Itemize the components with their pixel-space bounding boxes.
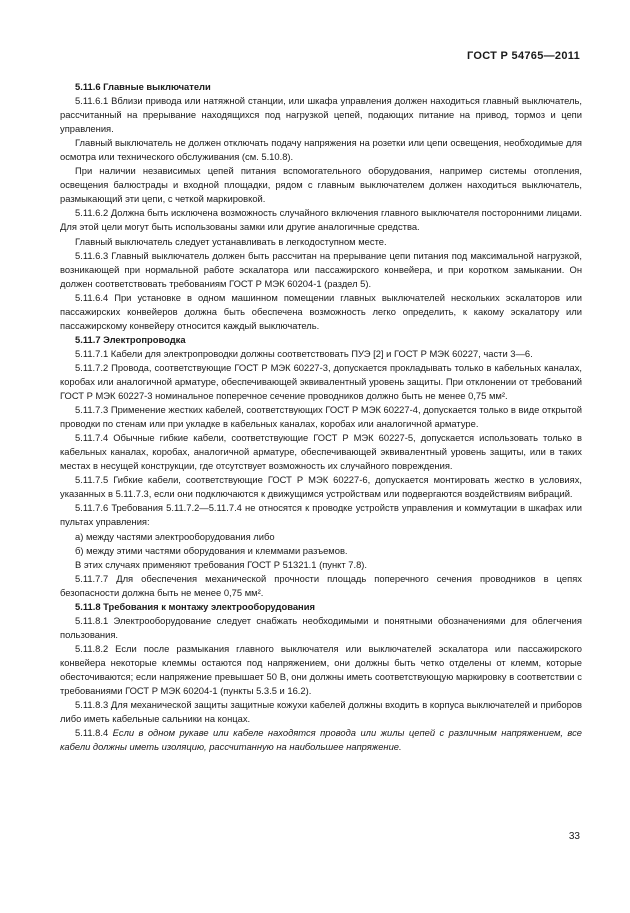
paragraph: 5.11.6.2 Должна быть исключена возможность случайного включения главного выключателя посторонними лицами. Для этой цели могут быть использованы замки или другие аналогичные средства. bbox=[60, 207, 582, 233]
list-item: а) между частями электрооборудования либо bbox=[75, 530, 275, 542]
paragraph: 5.11.7.4 Обычные гибкие кабели, соответствующие ГОСТ Р МЭК 60227-5, допускается использовать только в кабельных каналах, коробах, аналогичной арматуре, обеспечивающей эквивалентный уровень защиты, или в таких местах в несущей конструкции, где отсутствует возможность их случайного повреждения. bbox=[60, 432, 582, 472]
section-heading-5-11-7: 5.11.7 Электропроводка bbox=[75, 333, 186, 345]
italic-text: Если в одном рукаве или кабеле находятся провода или жилы цепей с различным напряжением, все кабели должны иметь изоляцию, рассчитанную на наибольшее напряжение. bbox=[60, 727, 582, 753]
paragraph: 5.11.7.7 Для обеспечения механической прочности площадь поперечного сечения проводников в цепях безопасности должна быть не менее 0,75 мм². bbox=[60, 572, 582, 598]
paragraph: В этих случаях применяют требования ГОСТ Р 51321.1 (пункт 7.8). bbox=[75, 558, 368, 570]
paragraph: 5.11.8.1 Электрооборудование следует снабжать необходимыми и понятными обозначениями для облегчения пользования. bbox=[60, 614, 582, 640]
paragraph: 5.11.6.1 Вблизи привода или натяжной станции, или шкафа управления должен находиться главный выключатель, рассчитанный на прерывание находящихся под нагрузкой цепей, подающих питание на привод, тормоз и цепи управления. bbox=[60, 95, 582, 135]
paragraph: 5.11.6.4 При установке в одном машинном помещении главных выключателей нескольких эскалаторов или пассажирских конвейеров должна быть обеспечена возможность легко определить, к какому эскалатору или пассажирскому конвейеру относится каждый выключатель. bbox=[60, 291, 582, 331]
paragraph: При наличии независимых цепей питания вспомогательного оборудования, например системы отопления, освещения балюстрады и входной площадки, рядом с главным выключателем должен находиться выключатель, размыкающий эти цепи, с четкой маркировкой. bbox=[60, 165, 582, 205]
paragraph: 5.11.7.1 Кабели для электропроводки должны соответствовать ПУЭ [2] и ГОСТ Р МЭК 60227, части 3—6. bbox=[75, 347, 533, 359]
paragraph: 5.11.7.5 Гибкие кабели, соответствующие ГОСТ Р МЭК 60227-6, допускается монтировать жестко в условиях, указанных в 5.11.7.3, если они подключаются к движущимся устройствам или подвергаются воздействиям вибраций. bbox=[60, 474, 582, 500]
paragraph: 5.11.7.3 Применение жестких кабелей, соответствующих ГОСТ Р МЭК 60227-4, допускается только в виде открытой проводки по стенам или при укладке в кабельных каналах, коробах или аналогичной арматуре. bbox=[60, 404, 582, 430]
paragraph: 5.11.8.3 Для механической защиты защитные кожухи кабелей должны входить в корпуса выключателей и приборов либо иметь кабельные сальники на концах. bbox=[60, 699, 582, 725]
paragraph: 5.11.8.2 Если после размыкания главного выключателя или выключателей эскалатора или пассажирского конвейера некоторые клеммы остаются под напряжением, они должны быть четко отделены от клемм, которые обесточиваются; если напряжение превышает 50 В, они должны иметь соответствующую маркировку в соответствии с требованиями ГОСТ Р МЭК 60204-1 (пункты 5.3.5 и 16.2). bbox=[60, 642, 582, 697]
document-body bbox=[60, 80, 582, 754]
paragraph: 5.11.7.2 Провода, соответствующие ГОСТ Р МЭК 60227-3, допускается прокладывать только в кабельных каналах, коробах или аналогичной арматуре, обеспечивающей эквивалентный уровень защиты. При отклонении от требований ГОСТ Р МЭК 60227-3 номинальное поперечное сечение проводников должно быть не менее 0,75 мм². bbox=[60, 361, 582, 402]
page-number: 33 bbox=[568, 831, 580, 842]
section-heading-5-11-8: 5.11.8 Требования к монтажу электрооборудования bbox=[75, 600, 315, 612]
standard-header: ГОСТ Р 54765—2011 bbox=[466, 50, 580, 62]
paragraph: Главный выключатель не должен отключать подачу напряжения на розетки или цепи освещения, необходимые для осмотра или технического обслуживания (см. 5.10.8). bbox=[60, 137, 582, 163]
paragraph: Главный выключатель следует устанавливать в легкодоступном месте. bbox=[75, 235, 387, 247]
paragraph-italic bbox=[60, 726, 582, 754]
section-heading-5-11-6: 5.11.6 Главные выключатели bbox=[75, 81, 211, 92]
paragraph: 5.11.7.6 Требования 5.11.7.2—5.11.7.4 не относятся к проводке устройств управления и коммутации в шкафах или пультах управления: bbox=[60, 502, 582, 528]
paragraph-number: 5.11.8.4 bbox=[75, 727, 109, 739]
paragraph: 5.11.6.3 Главный выключатель должен быть рассчитан на прерывание цепи питания под максимальной нагрузкой, возникающей при нормальной работе эскалатора или пассажирского конвейера, и при коротком замыкании. Он должен соответствовать требованиям ГОСТ Р МЭК 60204-1 (раздел 5). bbox=[60, 249, 582, 289]
list-item: б) между этими частями оборудования и клеммами разъемов. bbox=[75, 544, 348, 556]
